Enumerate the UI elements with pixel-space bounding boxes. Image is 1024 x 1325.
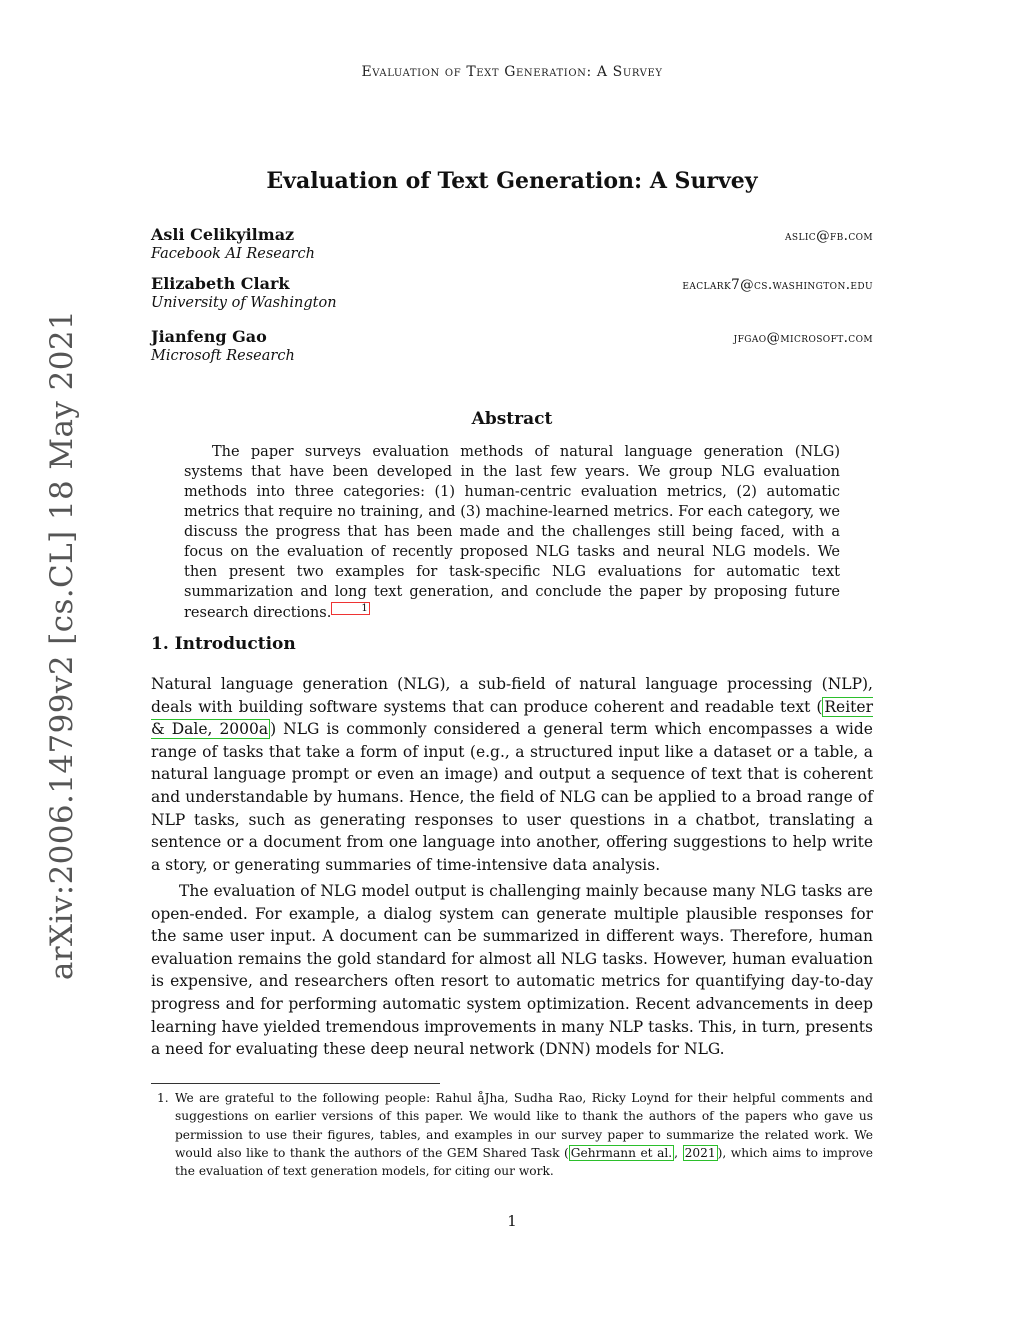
author-email[interactable]: jfgao@microsoft.com [733, 330, 873, 346]
para1-text-after: ) NLG is commonly considered a general term which encompasses a wide range of tasks that take a form of input (e.g., a structured input like a dataset or a table, a natural language prompt or even an image) and output a sequence of text that is coherent and understandable by humans. Hence, the field of NLG can be applied to a broad range of NLP tasks, such as generating responses to user questions in a chatbot, translating a sentence or a document from one language into another, offering suggestions to help write a story, or generating summaries of time-intensive data analysis. [151, 720, 873, 874]
section-heading-introduction: 1. Introduction [151, 634, 296, 654]
author-email[interactable]: aslic@fb.com [784, 228, 873, 244]
author-name: Jianfeng Gao [151, 327, 267, 346]
abstract-body: The paper surveys evaluation methods of natural language generation (NLG) systems that have been developed in the last few years. We group NLG evaluation methods into three categories: (1) human-centric evaluation metrics, (2) automatic metrics that require no training, and (3) machine-learned metrics. For each category, we discuss the progress that has been made and the challenges still being faced, with a focus on the evaluation of recently proposed NLG tasks and neural NLG models. We then present two examples for task-specific NLG evaluations for automatic text summarization and long text generation, and conclude the paper by proposing future research directions. [184, 444, 840, 621]
author-affiliation: Microsoft Research [151, 348, 295, 364]
footnote-text-after: ), which aims to improve the evaluation of text generation models, for citing our work. [175, 1145, 874, 1179]
footnote-number: 1. [157, 1091, 169, 1105]
footnote-ref-link[interactable]: 1 [331, 602, 369, 615]
author-name: Asli Celikyilmaz [151, 225, 295, 244]
running-head: Evaluation of Text Generation: A Survey [361, 64, 663, 80]
page-number: 1 [507, 1212, 517, 1230]
para1-text-before: Natural language generation (NLG), a sub-field of natural language processing (NLP), deals with building software systems that can produce coherent and readable text ( [151, 675, 873, 716]
author-email[interactable]: eaclark7@cs.washington.edu [682, 277, 873, 293]
author-block [151, 327, 873, 364]
author-affiliation: University of Washington [151, 295, 337, 311]
citation-link-gehrmann[interactable]: Gehrmann et al. [570, 1145, 673, 1160]
citation-link-year[interactable]: 2021 [684, 1145, 716, 1160]
intro-paragraph-2: The evaluation of NLG model output is challenging mainly because many NLG tasks are open-ended. For example, a dialog system can generate multiple plausible responses for the same user input. A document can be summarized in different ways. Therefore, human evaluation remains the gold standard for almost all NLG tasks. However, human evaluation is expensive, and researchers often resort to automatic metrics for quantifying day-to-day progress and for performing automatic system optimization. Recent advancements in deep learning have yielded tremendous improvements in many NLP tasks. This, in turn, presents a need for evaluating these deep neural network (DNN) models for NLG. [151, 882, 873, 1059]
citation-link-reiter-dale[interactable]: Reiter & Dale, 2000a [151, 697, 873, 739]
author-block [151, 225, 873, 262]
author-affiliation: Facebook AI Research [151, 246, 315, 262]
abstract-text [184, 442, 840, 623]
citation-separator: , [674, 1145, 683, 1160]
abstract-heading: Abstract [471, 409, 553, 429]
arxiv-stamp: arXiv:2006.14799v2 [cs.CL] 18 May 2021 [44, 309, 80, 981]
footnote-text-before: We are grateful to the following people: Rahul åJha, Sudha Rao, Ricky Loynd for their helpful comments and suggestions on earlier versions of this paper. We would like to thank the authors of the papers who gave us permission to use their figures, tables, and examples in our survey paper to summarize the related work. We would also like to thank the authors of the GEM Shared Task ( [175, 1091, 873, 1160]
author-block [151, 274, 873, 311]
footnote [151, 1089, 873, 1180]
author-name: Elizabeth Clark [151, 274, 290, 293]
footnote-divider [151, 1083, 440, 1084]
intro-paragraph-1 [151, 673, 873, 876]
paper-title: Evaluation of Text Generation: A Survey [266, 168, 758, 194]
